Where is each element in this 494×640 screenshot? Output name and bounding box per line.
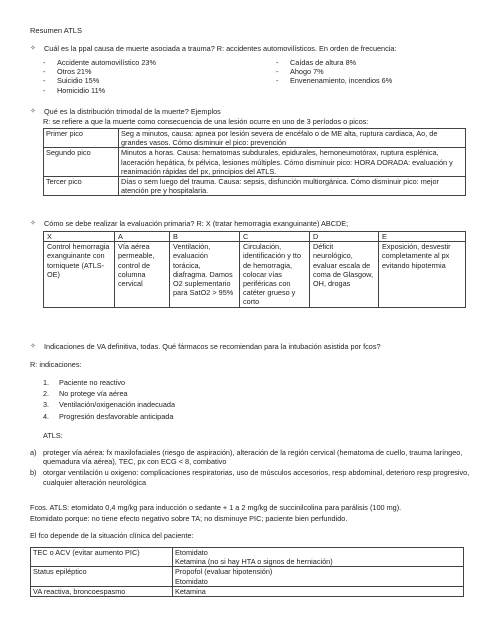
situation-cell: Status epiléptico [31,567,173,586]
list-item: - Suicidio 15% [43,76,100,86]
list-item: - Ahogo 7% [276,67,324,77]
list-item: 1. Paciente no reactivo [43,378,126,387]
column-header: X [44,232,115,242]
list-item: - Otros 21% [43,67,92,77]
peak-name: Segundo pico [44,148,119,177]
question-2-answer: R: se refiere a que la muerte como consecuencia de una lesión ocurre en uno de 3 períodos o picos: [43,117,369,126]
drugs-cell: Propofol (evaluar hipotensión) Etomidato [173,567,464,586]
table-cell: Control hemorragia exanguinante con torniquete (ATLS-OE) [44,242,115,307]
fco-situation-text: El fco depende de la situación clínica del paciente: [30,531,194,540]
list-item: - Homicidio 11% [43,85,106,95]
peak-description: Días o sem luego del trauma. Causa: sepsis, disfunción multiorgánica. Cómo disminuir pico: mejor atención pre y hospitalaria. [119,177,466,196]
table-row [31,586,464,596]
peak-name: Tercer pico [44,177,119,196]
column-header: E [379,232,466,242]
peaks-table [43,128,466,196]
drugs-cell: Etomidato Ketamina (no si hay HTA o signos de herniación) [173,548,464,567]
table-row [44,129,466,148]
table-cell: Exposición, desvestir completamente al px evitando hipotermia [379,242,466,307]
question-1-text: Cuál es la ppal causa de muerte asociada a trauma? R: accidentes automovilísticos. En orden de frecuencia: [44,44,397,53]
situation-cell: TEC o ACV (evitar aumento PIC) [31,548,173,567]
peak-description: Seg a minutos, causa: apnea por lesión severa de encéfalo o de ME alta, ruptura cardiaca, Ao, de grandes vasos. Cómo disminuir el pico: prevención [119,129,466,148]
question-3-text: Cómo se debe realizar la evaluación primaria? R: X (tratar hemorragia exanguinante) ABCDE; [44,219,349,228]
list-item: - Envenenamiento, incendios 6% [276,76,393,86]
table-cell: Déficit neurológico, evaluar escala de coma de Glasgow, OH, drogas [310,242,379,307]
table-row [31,548,464,567]
list-item: 3. Ventilación/oxigenación inadecuada [43,400,176,410]
peak-name: Primer pico [44,129,119,148]
list-item: 4. Progresión desfavorable anticipada [43,411,174,421]
diamond-bullet-icon: ✧ [30,108,36,115]
question-4 [30,342,470,351]
table-row [44,177,466,196]
peak-description: Minutos a horas. Causa: hematomas subdurales, epidurales, hemoneumotórax, ruptura esplénica, laceración hepática, fx pélvica, lesiones múltiples. Cómo disminuir pico: HORA DORADA: evaluación y reanimación rápidas del px, principios del ATLS. [119,148,466,177]
causes-list [43,58,463,95]
question-1 [30,44,470,53]
table-cell: Circulación, identificación y tto de hemorragia, colocar vías periféricas con catéter grueso y corto [240,242,310,307]
fcos-line-2: Etomidato porque: no tiene efecto negativo sobre TA; no disminuye PIC; paciente bien perfundido. [30,514,348,523]
list-item: - Accidente automovilístico 23% [43,58,156,67]
indications-list [43,378,175,421]
question-2-text: Qué es la distribución trimodal de la muerte? Ejemplos [44,107,221,116]
column-header: A [115,232,170,242]
list-item: a) proteger vía aérea: fx maxilofaciales (riesgo de aspiración), alteración de la región cervical (hematoma de cuello, trauma laríngeo, quemadura vía aérea), TEC, px con ECG < 8, combativo [30,448,463,467]
diamond-bullet-icon: ✧ [30,343,36,350]
causes-left-column [43,58,276,95]
column-header: B [170,232,240,242]
atls-list [30,448,470,487]
causes-right-column [276,58,392,95]
question-3 [30,219,470,228]
table-cell: Ventilación, evaluación torácica, diafragma. Damos O2 suplementario para SatO2 > 95% [170,242,240,307]
atls-label: ATLS: [43,431,63,440]
column-header: C [240,232,310,242]
document-title: Resumen ATLS [30,26,82,35]
question-2 [30,107,470,116]
table-row [31,567,464,586]
table-row [44,148,466,177]
drug-table [30,547,464,597]
table-cell: Vía aérea permeable, control de columna cervical [115,242,170,307]
abcde-table [43,231,466,308]
question-4-text: Indicaciones de VA definitiva, todas. Qué fármacos se recomiendan para la intubación asistida por fcos? [44,342,381,351]
diamond-bullet-icon: ✧ [30,220,36,227]
diamond-bullet-icon: ✧ [30,45,36,52]
list-item: - Caídas de altura 8% [276,58,357,67]
indications-label: R: indicaciones: [30,360,82,369]
fcos-line-1: Fcos. ATLS: etomidato 0,4 mg/kg para inducción o sedante + 1 a 2 mg/kg de succinilcolina para parálisis (100 mg). [30,503,402,512]
drugs-cell: Ketamina [173,586,464,596]
table-row [44,242,466,307]
situation-cell: VA reactiva, broncoespasmo [31,586,173,596]
column-header: D [310,232,379,242]
list-item: b) otorgar ventilación u oxigeno: complicaciones respiratorias, uso de músculos accesorios, resp abdominal, deterioro resp progresivo, cualquier alteración neurológica [30,468,470,487]
list-item: 2. No protege vía aérea [43,389,128,399]
table-header-row [44,232,466,242]
